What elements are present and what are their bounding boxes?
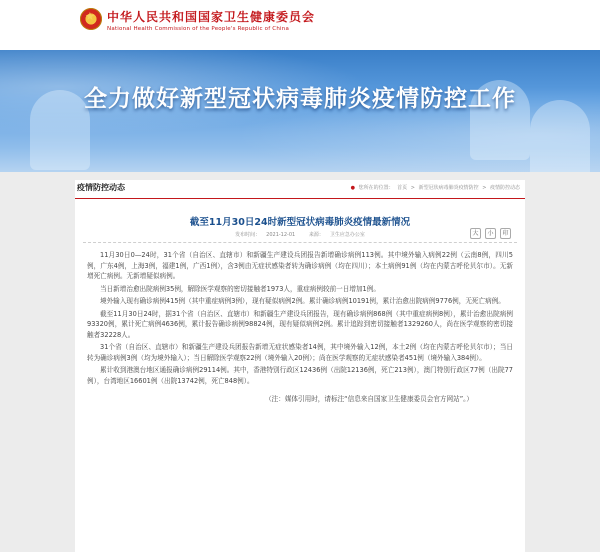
divider [83, 242, 517, 243]
print-button[interactable]: 印 [500, 228, 511, 239]
article-paragraph: 31个省（自治区、直辖市）和新疆生产建设兵团报告新增无症状感染者14例，其中境外输入12例，本土2例（均在内蒙古呼伦贝尔市）；当日转为确诊病例3例（均为境外输入）；当日解除医学观察22例（境外输入20例）；尚在医学观察的无症状感染者451例（境外输入384例）。 [87, 343, 513, 362]
article-note: （注：媒体引用时，请标注“信息来自国家卫生健康委员会官方网站”。） [265, 395, 473, 403]
section-header [75, 180, 525, 199]
article-title: 截至11月30日24时新型冠状病毒肺炎疫情最新情况 [189, 217, 411, 228]
breadcrumb-home[interactable]: 首页 [397, 185, 408, 191]
content-panel [75, 180, 525, 552]
font-large-button[interactable]: 大 [470, 228, 481, 239]
location-pin-icon: ● [350, 185, 355, 191]
article-paragraph: 11月30日0—24时，31个省（自治区、直辖市）和新疆生产建设兵团报告新增确诊病例113例。其中境外输入病例22例（云南8例，四川5例，广东4例，上海3例，福建1例，广西1例），含3例由无症状感染者转为确诊病例（均在四川）；本土病例91例（均在内蒙古呼伦贝尔市）。无新增死亡病例。无新增疑似病例。 [87, 251, 513, 280]
site-header [0, 0, 600, 50]
section-label: 疫情防控动态 [77, 183, 125, 192]
breadcrumb-current[interactable]: 疫情防控动态 [489, 185, 520, 191]
article-paragraph: 累计收到港澳台地区通报确诊病例29114例。其中，香港特别行政区12436例（出院12136例，死亡213例），澳门特别行政区77例（出院77例），台湾地区16601例（出院13742例，死亡848例）。 [87, 366, 513, 385]
source-label: 来源： [308, 232, 324, 238]
breadcrumb-prefix: 您所在的位置： [358, 185, 394, 191]
font-small-button[interactable]: 小 [485, 228, 496, 239]
banner [0, 50, 600, 172]
article-paragraph: 境外输入现有确诊病例415例（其中重症病例3例），现有疑似病例2例。累计确诊病例10191例，累计治愈出院病例9776例，无死亡病例。 [100, 297, 505, 305]
article-paragraph: 截至11月30日24时，据31个省（自治区、直辖市）和新疆生产建设兵团报告，现有确诊病例868例（其中重症病例8例），累计治愈出院病例93320例，累计死亡病例4636例，累计报告确诊病例98824例，现有疑似病例2例。累计追踪到密切接触者1329260人，尚在医学观察的密切接触者32228人。 [87, 309, 513, 339]
breadcrumb-separator: > [482, 185, 487, 191]
breadcrumb [350, 184, 521, 191]
breadcrumb-epidemic[interactable]: 新型冠状病毒肺炎疫情防控 [418, 185, 479, 191]
publish-date: 2021-12-01 [266, 232, 296, 238]
national-emblem-icon [80, 8, 102, 30]
banner-slogan: 全力做好新型冠状病毒肺炎疫情防控工作 [84, 86, 516, 112]
article-source: 卫生应急办公室 [329, 232, 365, 238]
breadcrumb-separator: > [410, 185, 415, 191]
article-tools [470, 228, 511, 239]
article-body [87, 250, 513, 407]
publish-label: 发布时间： [235, 232, 261, 238]
article-paragraph: 当日新增治愈出院病例35例，解除医学观察的密切接触者1973人，重症病例较前一日增加1例。 [100, 284, 380, 293]
org-name-cn[interactable]: 中华人民共和国国家卫生健康委员会 [107, 10, 316, 24]
article-meta [75, 231, 525, 238]
org-name-en: National Health Commission of the People's Republic of China [107, 26, 290, 32]
